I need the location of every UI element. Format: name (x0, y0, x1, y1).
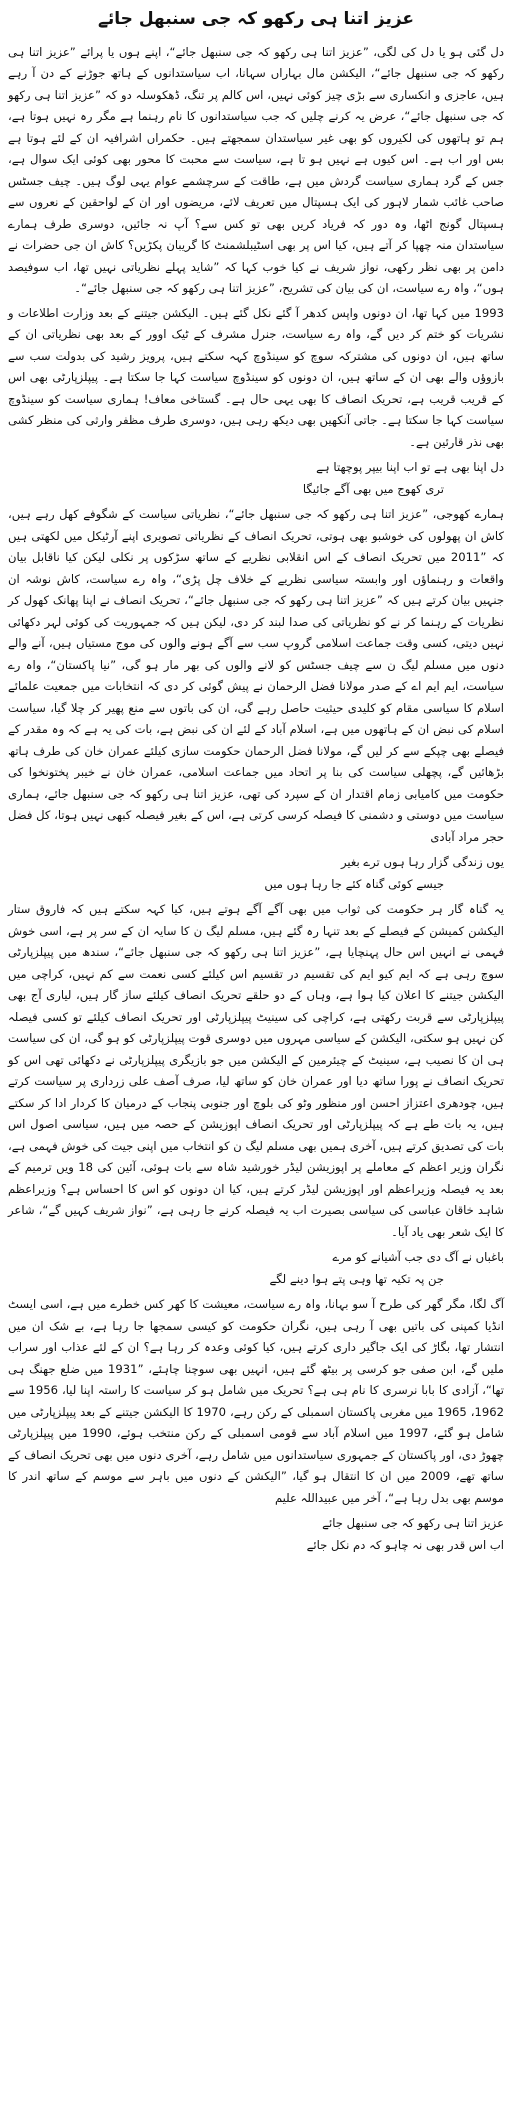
verse-block (8, 851, 504, 895)
verse-line: جن پہ تکیہ تھا وہی پتے ہوا دینے لگے (269, 1272, 444, 1287)
headline: عزیز اتنا ہی رکھو کہ جی سنبھل جائے (97, 9, 415, 29)
verse-line: اب اس قدر بھی نہ چاہو کہ دم نکل جائے (306, 1538, 504, 1553)
paragraph: دل گئی ہو یا دل کی لگی، ”عزیز اتنا ہی رکھو کہ جی سنبھل جائے“، اپنے ہوں یا پرائے ”عزیز اتنا ہی رکھو کہ جی سنبھل جائے“، الیکشن مال بہاراں سہانا، اب سیاستدانوں کے ہاتھ جوڑنے کے دن آ رہے ہیں، عاجزی و انکساری سے بڑی چیز کوئی نہیں، اس کالم پر تنگ، ڈھکوسلہ دو کہ ”عزیز اتنا ہی رکھو کہ جی سنبھل جائے“، عرض یہ کرنے چلیں کہ جب سیاستدانوں کا نام رہنما ہے مگر رہ نہیں ہوتا ہے، ہم تو ہاتھوں کی لکیروں کو بھی غیر سیاستدان سمجھتے ہیں۔ حکمراں اشرافیہ ان کے لئے ہوتا ہے بس اور اب ہے۔ اس کیوں ہے نہیں ہو تا ہے، سیاست سے محبت کا محور بھی کوئی ایک سوال ہے، جس کے گرد ہماری سیاست گردش میں ہے، طاقت کے سرچشمے عوام یہی لوگ ہیں۔ چیف جسٹس صاحب غائب شمار لاہور کی ایک ہسپتال میں تعریف لائے، مریضوں اور ان کے لواحقین کے نعروں سے ہسپتال گونج اٹھا، وہ دور کہ فریاد کریں بھی تو کس سے؟ آپ نہ جائیں، دوسری طرف ہمارے سیاستدان منہ چھپا کر آتے ہیں، کیا اس پر بھی اسٹیبلشمنٹ کا گریبان پکڑیں؟ کاش ان جی حضرات نے دامن پر بھی نظر رکھی، نواز شریف نے کیا خوب کہا کہ ”شاید پہلے نظریاتی نہیں تھا، اب سوفیصد ہوں“، واہ رے سیاست، ان کی بیان کی تشریح، ”عزیز اتنا ہی رکھو کہ جی سنبھل جائے“۔ (8, 44, 504, 296)
verse-line: دل اپنا بھی ہے تو اب اپنا بیپر پوچھتا ہے (316, 460, 504, 475)
paragraph: یہ گناہ گار ہر حکومت کی ثواب میں بھی آگے آگے ہوتے ہیں، کیا کہہ سکتے ہیں کہ فاروق ستار الیکشن کمیشن کے فیصلے کے بعد تنہا رہ گئے ہیں، مسلم لیگ ن کا سایہ ان کے سر پر ہے، اسی خوش فہمی نے انہیں اس حال پہنچایا ہے، ”عزیز اتنا ہی رکھو کہ جی سنبھل جائے“، سندھ میں پیپلزپارٹی سوچ رہی ہے کہ ایم کیو ایم کی تقسیم در تقسیم اس کیلئے کسی نعمت سے کم نہیں، کراچی میں الیکشن جیتنے کا اعلان کیا ہوا ہے، وہاں کے دو حلقے تحریک انصاف کیلئے ساز گار ہیں، لیاری آج بھی پیپلزپارٹی سے قربت رکھتی ہے، کراچی کی سینیٹ پیپلزپارٹی اور تحریک انصاف کیلئے تو کسی فیصلہ کن نہیں ہو سکتی، الیکشن کے سیاسی مہروں میں دوسری قوت پیپلزپارٹی کو ہو گی، ان کی سیاست ہی ان کا نصیب ہے، سینیٹ کے چیئرمین کے الیکشن میں جو بازیگری پیپلزپارٹی نے دکھائی تھی اس کو تحریک انصاف نے پورا ساتھ دیا اور عمران خان کو ساتھ لیا، صرف آصف علی زرداری پر سیاست کرتے ہیں، چودھری اعتزاز احسن اور منظور وٹو کی بلوچ اور جنوبی پنجاب کے درمیان کا کردار ادا کر سکتے ہیں، یہ بات طے ہے کہ پیپلزپارٹی اور تحریک انصاف اپوزیشن کے حصہ میں ہیں، سیاسی اصول اس بات کی تصدیق کرتے ہیں، آخری ہمیں بھی مسلم لیگ ن کو انتخاب میں اپنی جیت کی خوش فہمی ہے، نگران وزیر اعظم کے معاملے پر اپوزیشن لیڈر خورشید شاہ سے بات ہوئی، آئین کی 18 ویں ترمیم کے بعد یہ فیصلہ وزیراعظم اور اپوزیشن لیڈر کرتے ہیں، کیا ان دونوں کو اس کا احساس ہے؟ وزیراعظم شاہد خاقان عباسی کی سیاسی بصیرت اب یہ فیصلہ کرنے جا رہی ہے، ”نواز شریف کہیں گے“، شاعر کا ایک شعر بھی یاد آیا۔ (8, 902, 504, 1239)
verse-line: باغباں نے آگ دی جب آشیانے کو مرے (332, 1250, 504, 1265)
verse-line: یوں زندگی گزار رہا ہوں ترے بغیر (340, 855, 504, 870)
paragraph: آگ لگا، مگر گھر کی طرح آ سو بہانا، واہ رے سیاست، معیشت کا کھر کس خطرے میں ہے، اسی ایسٹ انڈیا کمپنی کی باتیں بھی آ رہی ہیں، نگران حکومت کو کیسی سمجھا جا رہا ہے، بے شک ان میں انتشار تھا، بگاڑ کی ایک جاگیر داری کرتے ہیں، کیا کوئی وعدہ کر رہا ہے؟ ان کے لئے عذاب اور سراب ملیں گے، ابن صفی جو کرسی پر بیٹھ گئے ہیں، انہیں بھی سوچنا چاہئے، ”1931 میں ضلع جھنگ ہی تھا“، آزادی کا بابا نرسری کا نام ہی ہے؟ تحریک میں شامل ہو کر سیاست کا راستہ اپنا لیا، 1956 سے 1962، 1965 میں مغربی پاکستان اسمبلی کے رکن رہے، 1970 کا الیکشن جیتنے کے بعد پیپلزپارٹی میں شامل ہو گئے، 1997 میں اسلام آباد سے قومی اسمبلی کے رکن منتخب ہوئے، 1990 میں پیپلزپارٹی چھوڑ دی، اور پاکستان کے جمہوری سیاستدانوں میں شامل رہے، آخری دنوں میں بھی تحریک انصاف کے ساتھ تھے، 2009 میں ان کا انتقال ہو گیا، ”الیکشن کے دنوں میں باہر سے موسم کے ساتھ اندر کا موسم بھی بدل رہا ہے“، آخر میں عبیداللہ علیم (8, 1297, 505, 1505)
verse-block (8, 1512, 504, 1556)
verse-line: عزیز اتنا ہی رکھو کہ جی سنبھل جائے (322, 1516, 504, 1531)
verse-block (8, 456, 504, 500)
verse-block (8, 1246, 504, 1290)
verse-line: تری کھوج میں بھی آگے جائیگا (302, 482, 444, 497)
paragraph: 1993 میں کہا تھا، ان دونوں واپس کدھر آ گئے نکل گئے ہیں۔ الیکشن جیتنے کے بعد وزارت اطلاعات و نشریات کو ختم کر دیں گے، واہ رے سیاست، جنرل مشرف کے ٹیک اوور کے بعد بھی نظریاتی ان کے ساتھ ہیں، ان دونوں کی مشترکہ سوچ کو سینڈوچ کہہ سکتے ہیں، پرویز رشید کی بدولت سب سے بازوؤں والے بھی ان کے ساتھ ہیں، ان دونوں کو سینڈوچ سیاست کہا جا سکتا ہے۔ پیپلزپارٹی بھی اس کے قریب قریب ہے، تحریک انصاف کا بھی یہی حال ہے۔ گستاخی معاف! ہماری سیاست کو سینڈوچ سیاست کہا جا سکتا ہے۔ جاتی آنکھیں بھی دیکھ رہی ہیں، دوسری طرف مظفر وارثی کی منظر کشی بھی نذر قارئین ہے۔ (8, 305, 504, 449)
paragraph: ہمارے کھوجی، ”عزیز اتنا ہی رکھو کہ جی سنبھل جائے“، نظریاتی سیاست کے شگوفے کھل رہے ہیں، کاش ان پھولوں کی خوشبو بھی ہوتی، تحریک انصاف کے نظریاتی تصویری اپنے آرٹیکل میں لکھتی ہیں کہ ”2011 میں تحریک انصاف کے اس انقلابی نظریے کے ساتھ سڑکوں پر نکلی لیکن کیا ناقابل بیان واقعات و رہنماؤں اور وابستہ سیاسی نظریے کے خلاف چل پڑی“، واہ رے سیاست، کاش نوشہ ان جنہیں بیان کرتے ہیں کہ ”عزیز اتنا ہی رکھو کہ جی سنبھل جائے“، تحریک انصاف نے اپنا پھانک کھول کر نظریات کے رہنما کر نے کو نظریاتی کی صدا لبند کر دی، لیکن ہیں کہ جمہوریت کی کوئی لہر دکھائی نہیں دیتی، کسی وقت جماعت اسلامی گروپ سب سے آگے ہونے والوں کی موج مستیاں ہیں، آنے والے دنوں میں مسلم لیگ ن سے چیف جسٹس کو لانے والوں کی بھر مار ہو گی، ”نیا پاکستان“، واہ رے سیاست، ایم ایم اے کے صدر مولانا فضل الرحمان نے پیش گوئی کر دی کہ انتخابات میں جمعیت علمائے اسلام کا سیاسی مقام کو کلیدی حیثیت حاصل رہے گی، ان کی باتوں سے منع پھیر کر چلا گیا، سیاست اسلام کی نبض ان کے ہاتھوں میں ہے، اسلام آباد کے لئے ان کی نبض ہے، بات کی یہ ہے کہ وہ مقدر کے فیصلے بھی چپکے سے کر لیں گے، مولانا فضل الرحمان حکومت سازی کیلئے عمران خان کی طرف ہاتھ بڑھائیں گے، پچھلی سیاست کی بنا پر اتحاد میں جماعت اسلامی، عمران خان نے خیبر پختونخوا کی حکومت میں کامیابی زمام اقتدار ان کے سپرد کی تھی، عزیز اتنا ہی رکھو کہ جی سنبھل جائے، ہماری سیاست میں دوستی و دشمنی کا فیصلہ کرسی کرتی ہے، اس کے بغیر فیصلہ کبھی نہیں ہوتا، کل فضل حجر مراد آبادی (8, 507, 504, 844)
verse-line: جیسے کوئی گناہ کئے جا رہا ہوں میں (264, 877, 444, 892)
